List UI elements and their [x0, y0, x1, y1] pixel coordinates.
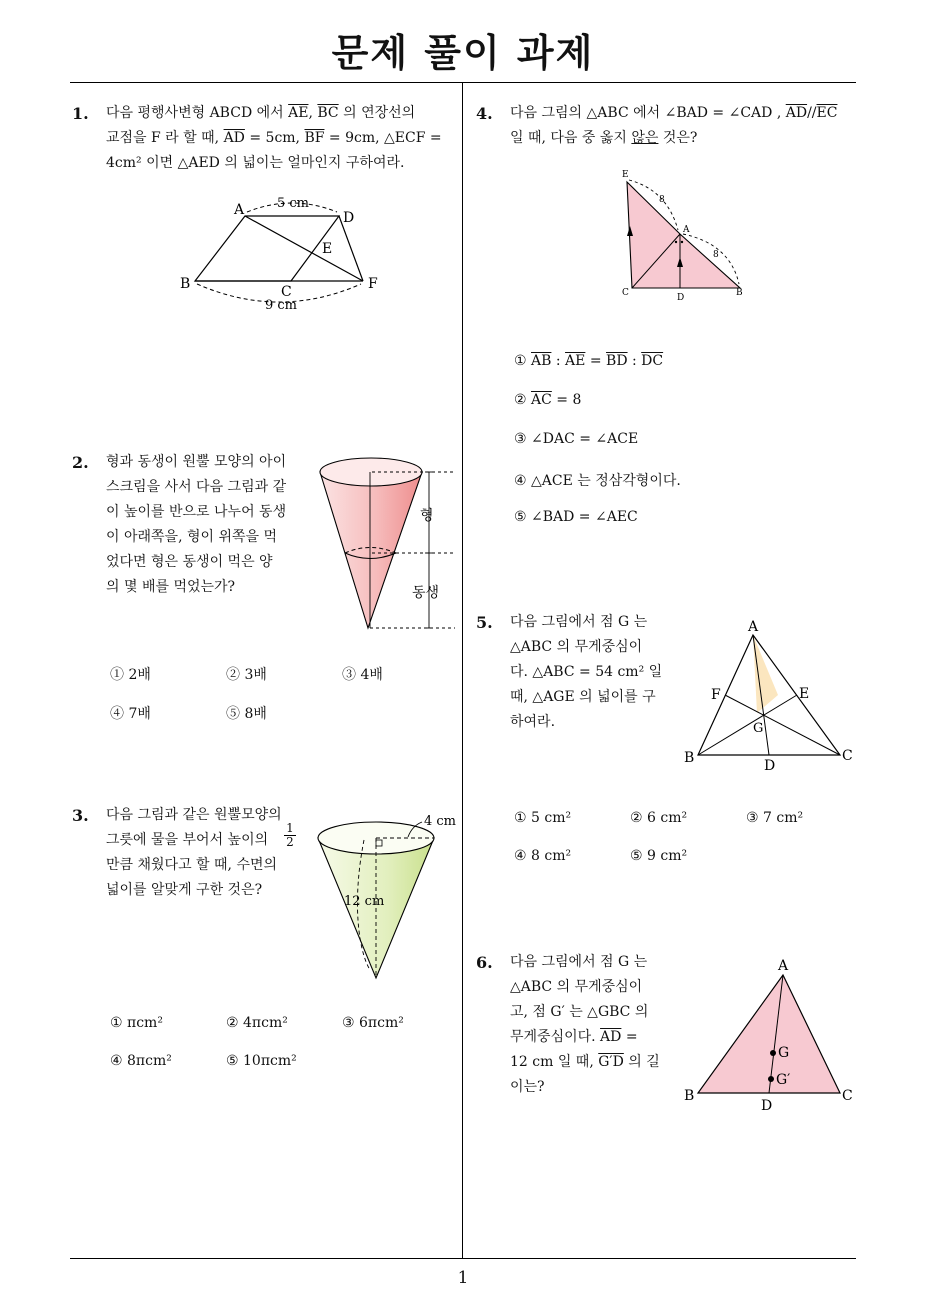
point-label-f: F — [711, 687, 721, 703]
text-line: 이는? — [510, 1079, 545, 1095]
question-number: 2. — [72, 453, 89, 472]
point-label-a: A — [234, 202, 245, 218]
point-label-d: D — [764, 758, 776, 774]
length-label-ae: 8 — [659, 195, 665, 205]
option-4[interactable]: ④ △ACE 는 정삼각형이다. — [514, 473, 681, 489]
question-number: 3. — [72, 806, 89, 825]
point-label-b: B — [736, 288, 743, 298]
text-line: 었다면 형은 동생이 먹은 양 — [106, 554, 273, 570]
point-label-a: A — [683, 225, 690, 235]
parallelogram-figure — [175, 192, 390, 317]
text-line: 무게중심이다. $\overline{AD}$ = — [510, 1029, 638, 1045]
question-number: 5. — [476, 613, 493, 632]
top-rule — [70, 82, 856, 83]
radius-label: 4 cm — [424, 814, 457, 829]
text-line: 다음 그림의 △ABC 에서 ∠BAD = ∠CAD , $\overline{AD}//\overline{EC}$ — [510, 105, 838, 121]
length-label-bottom: 9 cm — [265, 298, 298, 313]
option-3[interactable]: ③ 7 cm² — [746, 810, 804, 826]
option-4[interactable]: ④ 8πcm² — [110, 1053, 172, 1069]
text-line: 때, △AGE 의 넓이를 구 — [510, 689, 656, 705]
point-label-e: E — [322, 241, 333, 257]
question-number: 4. — [476, 104, 493, 123]
text-line: 다음 그림에서 점 G 는 — [510, 614, 648, 630]
option-3[interactable]: ③ ∠DAC = ∠ACE — [514, 431, 639, 447]
text-line: 그릇에 물을 부어서 높이의 1 2 — [106, 828, 316, 853]
point-label-b: B — [684, 750, 695, 766]
text-line: 만큼 채웠다고 할 때, 수면의 — [106, 857, 278, 873]
text-line: 넓이를 알맞게 구한 것은? — [106, 882, 263, 898]
point-label-e: E — [799, 686, 810, 702]
point-label-f: F — [368, 276, 378, 292]
text-line: 이 아래쪽을, 형이 위쪽을 먹 — [106, 529, 278, 545]
cone-vessel-figure — [312, 810, 462, 985]
bottom-rule — [70, 1258, 856, 1259]
option-1[interactable]: ① πcm² — [110, 1015, 163, 1031]
column-divider — [462, 83, 463, 1258]
point-label-c: C — [622, 288, 629, 298]
point-label-c: C — [842, 1088, 853, 1104]
text-line: 다. △ABC = 54 cm² 일 — [510, 664, 663, 680]
question-text — [106, 101, 456, 176]
text-line: 이 높이를 반으로 나누어 동생 — [106, 504, 287, 520]
option-5[interactable]: ⑤ 10πcm² — [226, 1053, 297, 1069]
fraction-one-half: 1 2 — [284, 822, 296, 849]
label-lower-part: 동생 — [412, 585, 440, 601]
length-label-top: 5 cm — [277, 196, 310, 211]
label-upper-part: 형 — [420, 508, 434, 524]
question-text — [106, 450, 306, 600]
option-3[interactable]: ③ 6πcm² — [342, 1015, 404, 1031]
text-line: 의 몇 배를 먹었는가? — [106, 579, 236, 595]
option-1[interactable]: ① $\overline{AB}$ : $\overline{AE} = \overline{BD}$ : $\overline{DC}$ — [514, 353, 664, 369]
text-line: 교점을 F 라 할 때, $\overline{AD} = 5cm$, $\overline{BF} = 9cm$, △ECF = — [106, 130, 442, 146]
text-line: 스크림을 사서 다음 그림과 같 — [106, 479, 287, 495]
length-label-ab: 8 — [713, 250, 719, 260]
height-label: 12 cm — [344, 894, 385, 909]
point-label-b: B — [180, 276, 191, 292]
text-line: 고, 점 G′ 는 △GBC 의 — [510, 1004, 649, 1020]
question-text — [106, 803, 316, 903]
point-label-d: D — [343, 210, 355, 226]
double-centroid-figure — [680, 955, 860, 1117]
point-label-g: G — [778, 1045, 790, 1061]
point-label-a: A — [748, 619, 759, 635]
ice-cream-cone-figure — [312, 452, 462, 637]
text-line: △ABC 의 무게중심이 — [510, 639, 643, 655]
text-line: 하여라. — [510, 714, 556, 730]
option-5[interactable]: ⑤ 8배 — [226, 706, 267, 722]
text-line: △ABC 의 무게중심이 — [510, 979, 643, 995]
point-label-g: G — [753, 721, 764, 736]
point-label-e: E — [622, 170, 629, 180]
option-2[interactable]: ② 3배 — [226, 667, 267, 683]
option-1[interactable]: ① 5 cm² — [514, 810, 572, 826]
option-1[interactable]: ① 2배 — [110, 667, 151, 683]
option-4[interactable]: ④ 7배 — [110, 706, 151, 722]
question-text — [510, 101, 865, 151]
question-text — [510, 610, 670, 735]
option-3[interactable]: ③ 4배 — [342, 667, 383, 683]
option-2[interactable]: ② $\overline{AC} = 8$ — [514, 392, 582, 408]
option-5[interactable]: ⑤ 9 cm² — [630, 848, 688, 864]
option-2[interactable]: ② 4πcm² — [226, 1015, 288, 1031]
triangle-bisector-figure — [612, 162, 762, 304]
option-4[interactable]: ④ 8 cm² — [514, 848, 572, 864]
text-line: 형과 동생이 원뿔 모양의 아이 — [106, 454, 287, 470]
point-label-c: C — [842, 748, 853, 764]
text-line: 다음 그림과 같은 원뿔모양의 — [106, 807, 282, 823]
text-line: 일 때, 다음 중 옳지 않은 것은? — [510, 130, 698, 146]
point-label-b: B — [684, 1088, 695, 1104]
point-label-d: D — [677, 293, 685, 303]
point-label-a: A — [778, 958, 789, 974]
question-text — [510, 950, 670, 1100]
text-line: 12 cm 일 때, G′D 의 길 — [510, 1054, 660, 1070]
option-2[interactable]: ② 6 cm² — [630, 810, 688, 826]
point-label-c: C — [281, 284, 292, 300]
question-number: 6. — [476, 953, 493, 972]
option-5[interactable]: ⑤ ∠BAD = ∠AEC — [514, 509, 638, 525]
text-line: 다음 평행사변형 ABCD 에서 $\overline{AE}$, $\overline{BC}$ 의 연장선의 — [106, 105, 416, 121]
centroid-triangle-figure — [680, 615, 860, 777]
page-title: 문제 풀이 과제 — [331, 31, 595, 75]
point-label-g-prime: G′ — [776, 1072, 791, 1088]
text-line: 다음 그림에서 점 G 는 — [510, 954, 648, 970]
text-line: 4cm² 이면 △AED 의 넓이는 얼마인지 구하여라. — [106, 155, 405, 171]
page-number: 1 — [457, 1268, 469, 1288]
question-number: 1. — [72, 104, 89, 123]
point-label-d: D — [761, 1098, 773, 1114]
